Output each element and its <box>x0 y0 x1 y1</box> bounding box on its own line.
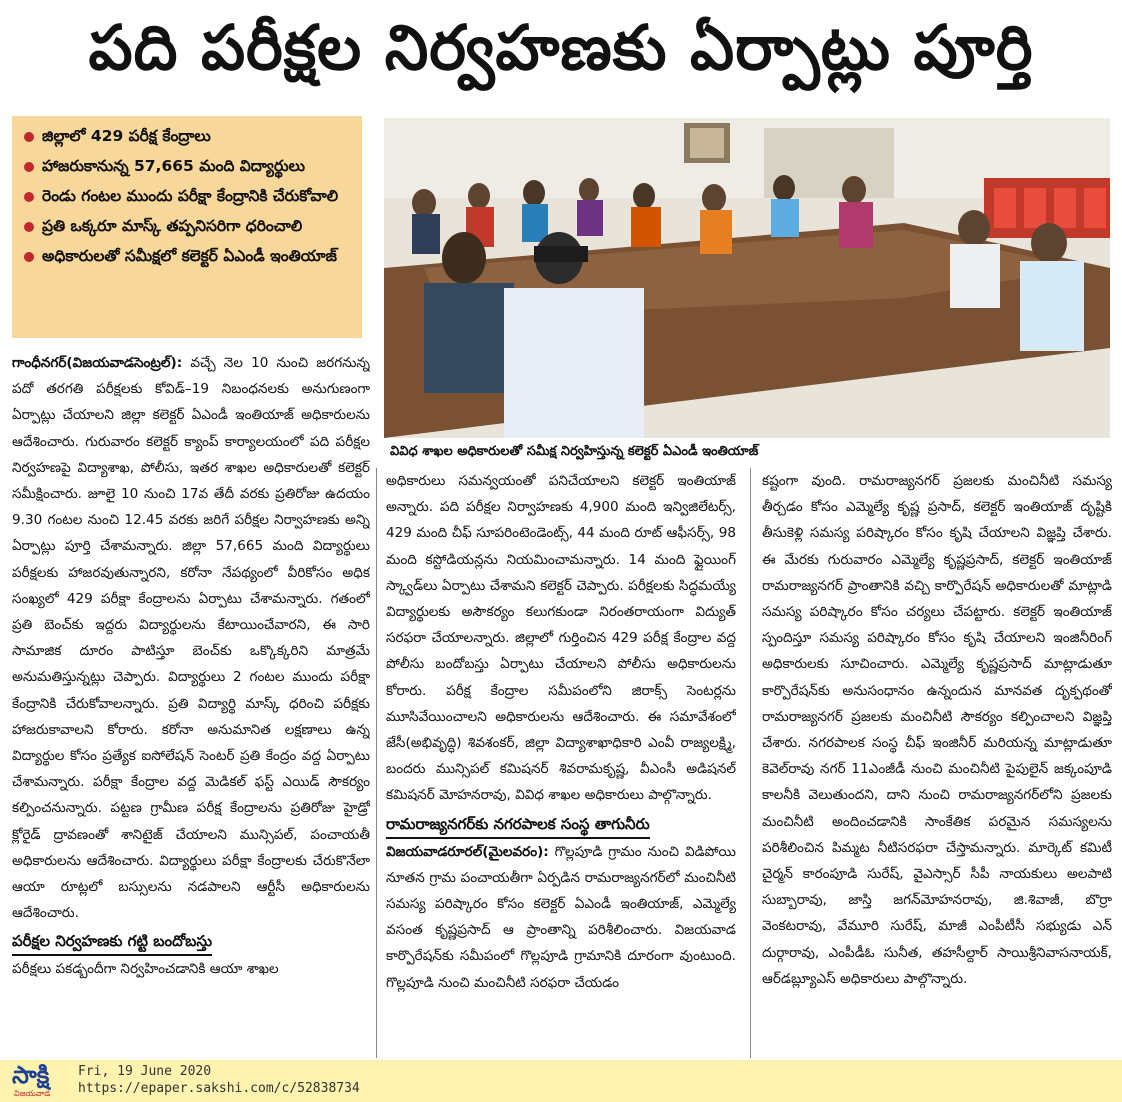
dateline: గాంధీనగర్(విజయవాడసెంట్రల్): <box>12 355 183 371</box>
footer-date: Fri, 19 June 2020 <box>78 1064 212 1079</box>
sakshi-logo: సాక్షి విజయవాడ <box>12 1063 51 1098</box>
article-paragraph: విజయవాడరూరల్(మైలవరం): గొల్లపూడి గ్రామం నుంచి విడిపోయి నూతన గ్రామ పంచాయతీగా ఏర్పడిన రామరాజ్యనగర్‌లో మంచినీటి సమస్య పరిష్కారం కోసం కలెక్టర్ ఏఎండీ ఇంతియాజ్, ఎమ్మెల్యే వసంత కృష్ణప్రసాద్ ఆ ప్రాంతాన్ని పరిశీలించారు. విజయవాడ కార్పొరేషన్‌కు సమీపంలో గొల్లపూడి గ్రామానికి దూరంగా వుంటుంది. గొల్లపూడి నుంచి మంచినీటి సరఫరా చేయడం <box>386 843 736 991</box>
column-divider <box>750 468 751 1058</box>
photo-caption: వివిధ శాఖల అధికారులతో సమీక్ష నిర్వహిస్తున్న కలెక్టర్ ఏఎండీ ఇంతియాజ్ <box>390 444 759 459</box>
bullet-icon <box>24 222 34 232</box>
bullet-icon <box>24 162 34 172</box>
footer-url[interactable]: https://epaper.sakshi.com/c/52838734 <box>78 1081 360 1096</box>
meeting-photo <box>384 118 1110 438</box>
bullet-icon <box>24 132 34 142</box>
highlight-item: ప్రతి ఒక్కరూ మాస్క్ తప్పనిసరిగా ధరించాలి <box>24 214 352 239</box>
bullet-icon <box>24 192 34 202</box>
article-paragraph: పరీక్షలు పకడ్బందీగా నిర్వహించడానికి ఆయా శాఖల <box>12 961 279 978</box>
article-column-3 <box>762 468 1112 1058</box>
headline: పది పరీక్షల నిర్వహణకు ఏర్పాట్లు పూర్తి <box>88 11 1034 84</box>
column-divider <box>376 468 377 1058</box>
subheading: పరీక్షల నిర్వహణకు గట్టి బందోబస్తు <box>12 928 212 956</box>
highlight-item: హాజరుకానున్న 57,665 మంది విద్యార్థులు <box>24 154 352 179</box>
highlight-item: రెండు గంటల ముందు పరీక్షా కేంద్రానికి చేరుకోవాలి <box>24 184 352 209</box>
highlight-item: జిల్లాలో 429 పరీక్ష కేంద్రాలు <box>24 124 352 149</box>
article-column-1 <box>12 350 370 1032</box>
dateline: విజయవాడరూరల్(మైలవరం): <box>386 843 549 860</box>
article-column-2 <box>386 468 736 1058</box>
highlights-box <box>12 116 362 338</box>
meeting-photo-illustration <box>384 118 1110 438</box>
article-paragraph: గాంధీనగర్(విజయవాడసెంట్రల్): వచ్చే నెల 10 నుంచి జరగనున్న పదో తరగతి పరీక్షలకు కోవిడ్–19 నిబంధనలకు అనుగుణంగా ఏర్పాట్లు చేయాలని జిల్లా కలెక్టర్ ఏఎండీ ఇంతియాజ్ అధికారులను ఆదేశించారు. గురువారం కలెక్టర్ క్యాంప్ కార్యాలయంలో పది పరీక్షల నిర్వహణపై విద్యాశాఖ, పోలీసు, ఇతర శాఖల అధికారులతో కలెక్టర్ సమీక్షించారు. జూలై 10 నుంచి 17వ తేదీ వరకు ప్రతిరోజు ఉదయం 9.30 గంటల నుంచి 12.45 వరకు జరిగే పరీక్షల నిర్వాహణకు అన్ని ఏర్పాట్లు పూర్తి చేశామన్నారు. జిల్లా 57,665 మంది విద్యార్థులు పరీక్షలకు హాజరవుతున్నారని, కరోనా నేపథ్యంలో వీరికోసం అధిక సంఖ్యలో 429 పరీక్షా కేంద్రాలను ఏర్పాటు చేశామన్నారు. గతంలో ప్రతి బెంచ్‌కు ఇద్దరు విద్యార్థులను కేటాయించేవారని, ఈ సారి సామాజిక దూరం పాటిస్తూ బెంచ్‌కు ఒక్కొక్కరిని మాత్రమే అనుమతిస్తున్నట్లు చెప్పారు. విద్యార్థులు 2 గంటల ముందు పరీక్షా కేంద్రానికి చేరుకోవాలన్నారు. ప్రతి విద్యార్థి మాస్క్ ధరించి పరీక్షకు హాజరుకావాలని కోరారు. కరోనా అనుమానిత లక్షణాలు ఉన్న విద్యార్థుల కోసం ప్రత్యేక ఐసోలేషన్ సెంటర్ ప్రతి కేంద్రం వద్ద ఏర్పాటు చేశామన్నారు. పరీక్షా కేంద్రాల వద్ద మెడికల్ ఫస్ట్ ఎయిడ్ సౌకర్యం కల్పించనున్నారు. పట్టణ గ్రామీణ పరీక్ష కేంద్రాలను ప్రతిరోజు హైడ్రో క్లోరైడ్ ద్రావణంతో శానిటైజ్ చేయాలని మున్సిపల్, పంచాయతీ అధికారులను ఆదేశించారు. విద్యార్థులు పరీక్షా కేంద్రాలకు చేరుకొనేలా ఆయా రూట్లలో బస్సులను నడపాలని ఆర్టీసీ అధికారులను ఆదేశించారు. <box>12 355 370 922</box>
highlight-item: అధికారులతో సమీక్షలో కలెక్టర్ ఏఎండీ ఇంతియాజ్ <box>24 244 352 269</box>
article-paragraph: కష్టంగా వుంది. రామరాజ్యనగర్ ప్రజలకు మంచినీటి సమస్య తీర్చడం కోసం ఎమ్మెల్యే కృష్ణ ప్రసాద్, కలెక్టర్ ఇంతియాజ్ దృష్టికి తీసుకెళ్లి సమస్య పరిష్కారం కోసం కృషి చేయాలని విజ్ఞప్తి చేశారు. ఈ మేరకు గురువారం ఎమ్మెల్యే కృష్ణప్రసాద్, కలెక్టర్ ఇంతియాజ్ రామరాజ్యనగర్ ప్రాంతానికి వచ్చి కార్పొరేషన్ అధికారులతో మాట్లాడి సమస్య పరిష్కారం కోసం చర్యలు చేపట్టారు. కలెక్టర్ ఇంతియాజ్ స్పందిస్తూ సమస్య పరిష్కారం కోసం కృషి చేయాలని ఇంజినీరింగ్ అధికారులకు సూచించారు. ఎమ్మెల్యే కృష్ణప్రసాద్ మాట్లాడుతూ కార్పొరేషన్‌కు అనుసంధానం ఉన్నందున మానవత దృక్పథంతో రామరాజ్యనగర్ ప్రజలకు మంచినీటి సౌకర్యం కల్పించాలని విజ్ఞప్తి చేశారు. నగరపాలక సంస్థ చీఫ్ ఇంజినీర్ మరియన్న మాట్లాడుతూ కెవెల్‌రావు నగర్ 11ఎంజీడీ నుంచి మంచినీటి పైపులైన్ జక్కంపూడి కాలనీకి వెలుతుందని, దాని నుంచి రామరాజ్యనగర్‌లోని ప్రజలకు మంచినీటి అందించడానికి సాంకేతిక పరమైన సమస్యలను పరిశీలించిన పిమ్మట నీటిసరఫరా చేస్తామన్నారు. మార్కెట్ కమిటీ చైర్మన్ కారంపూడి సురేష్, వైఎస్సార్ సీపీ నాయకులు అలపాటి సుబ్బారావు, జాస్తి జగన్‌మోహనరావు, జి.శివాజీ, బొర్రా వెంకటరావు, వేమూరి సురేష్, మాజీ ఎంపీటీసీ సభ్యుడు ఎన్ దుర్గారావు, ఎంపీడీఓ సునీత, తహసీల్దార్ సాయిశ్రీనివాసనాయక్, ఆర్‌డబ్ల్యూఎస్ అధికారులు పాల్గొన్నారు. <box>762 473 1112 987</box>
bullet-icon <box>24 252 34 262</box>
article-paragraph: అధికారులు సమన్వయంతో పనిచేయాలని కలెక్టర్ ఇంతియాజ్ అన్నారు. పది పరీక్షల నిర్వాహణకు 4,900 మంది ఇన్విజిలేటర్స్, 429 మంది చీఫ్ సూపరింటెండెంట్స్, 44 మంది రూట్ ఆఫీసర్స్, 98 మంది కస్టోడియన్లను నియమించామన్నారు. 14 మంది ఫ్లైయింగ్ స్క్వాడ్‌లు ఏర్పాటు చేశామని కలెక్టర్ చెప్పారు. పరీక్షలకు సిద్ధమయ్యే విద్యార్థులకు అసౌకర్యం కలుగకుండా నిరంతరాయంగా విద్యుత్ సరఫరా చేయాలన్నారు. జిల్లాలో గుర్తించిన 429 పరీక్ష కేంద్రాల వద్ద పోలీసు బందోబస్తు ఏర్పాటు చేయాలని పోలీసు అధికారులను కోరారు. పరీక్ష కేంద్రాల సమీపంలోని జిరాక్స్ సెంటర్లను మూసివేయించాలని అధికారులను ఆదేశించారు. ఈ సమావేశంలో జేసీ(అభివృద్ధి) శివశంకర్, జిల్లా విద్యాశాఖాధికారి ఎంవీ రాజ్యలక్ష్మి, బందరు మున్సిపల్ కమిషనర్ శివరామకృష్ణ, వీఎంసీ అడిషనల్ కమిషనర్ మోహనరావు, వివిధ శాఖల అధికారులు పాల్గొన్నారు. <box>386 473 736 804</box>
subheading: రామరాజ్యనగర్‌కు నగరపాలక సంస్థ తాగునీరు <box>386 811 650 839</box>
footer <box>0 1060 1122 1102</box>
